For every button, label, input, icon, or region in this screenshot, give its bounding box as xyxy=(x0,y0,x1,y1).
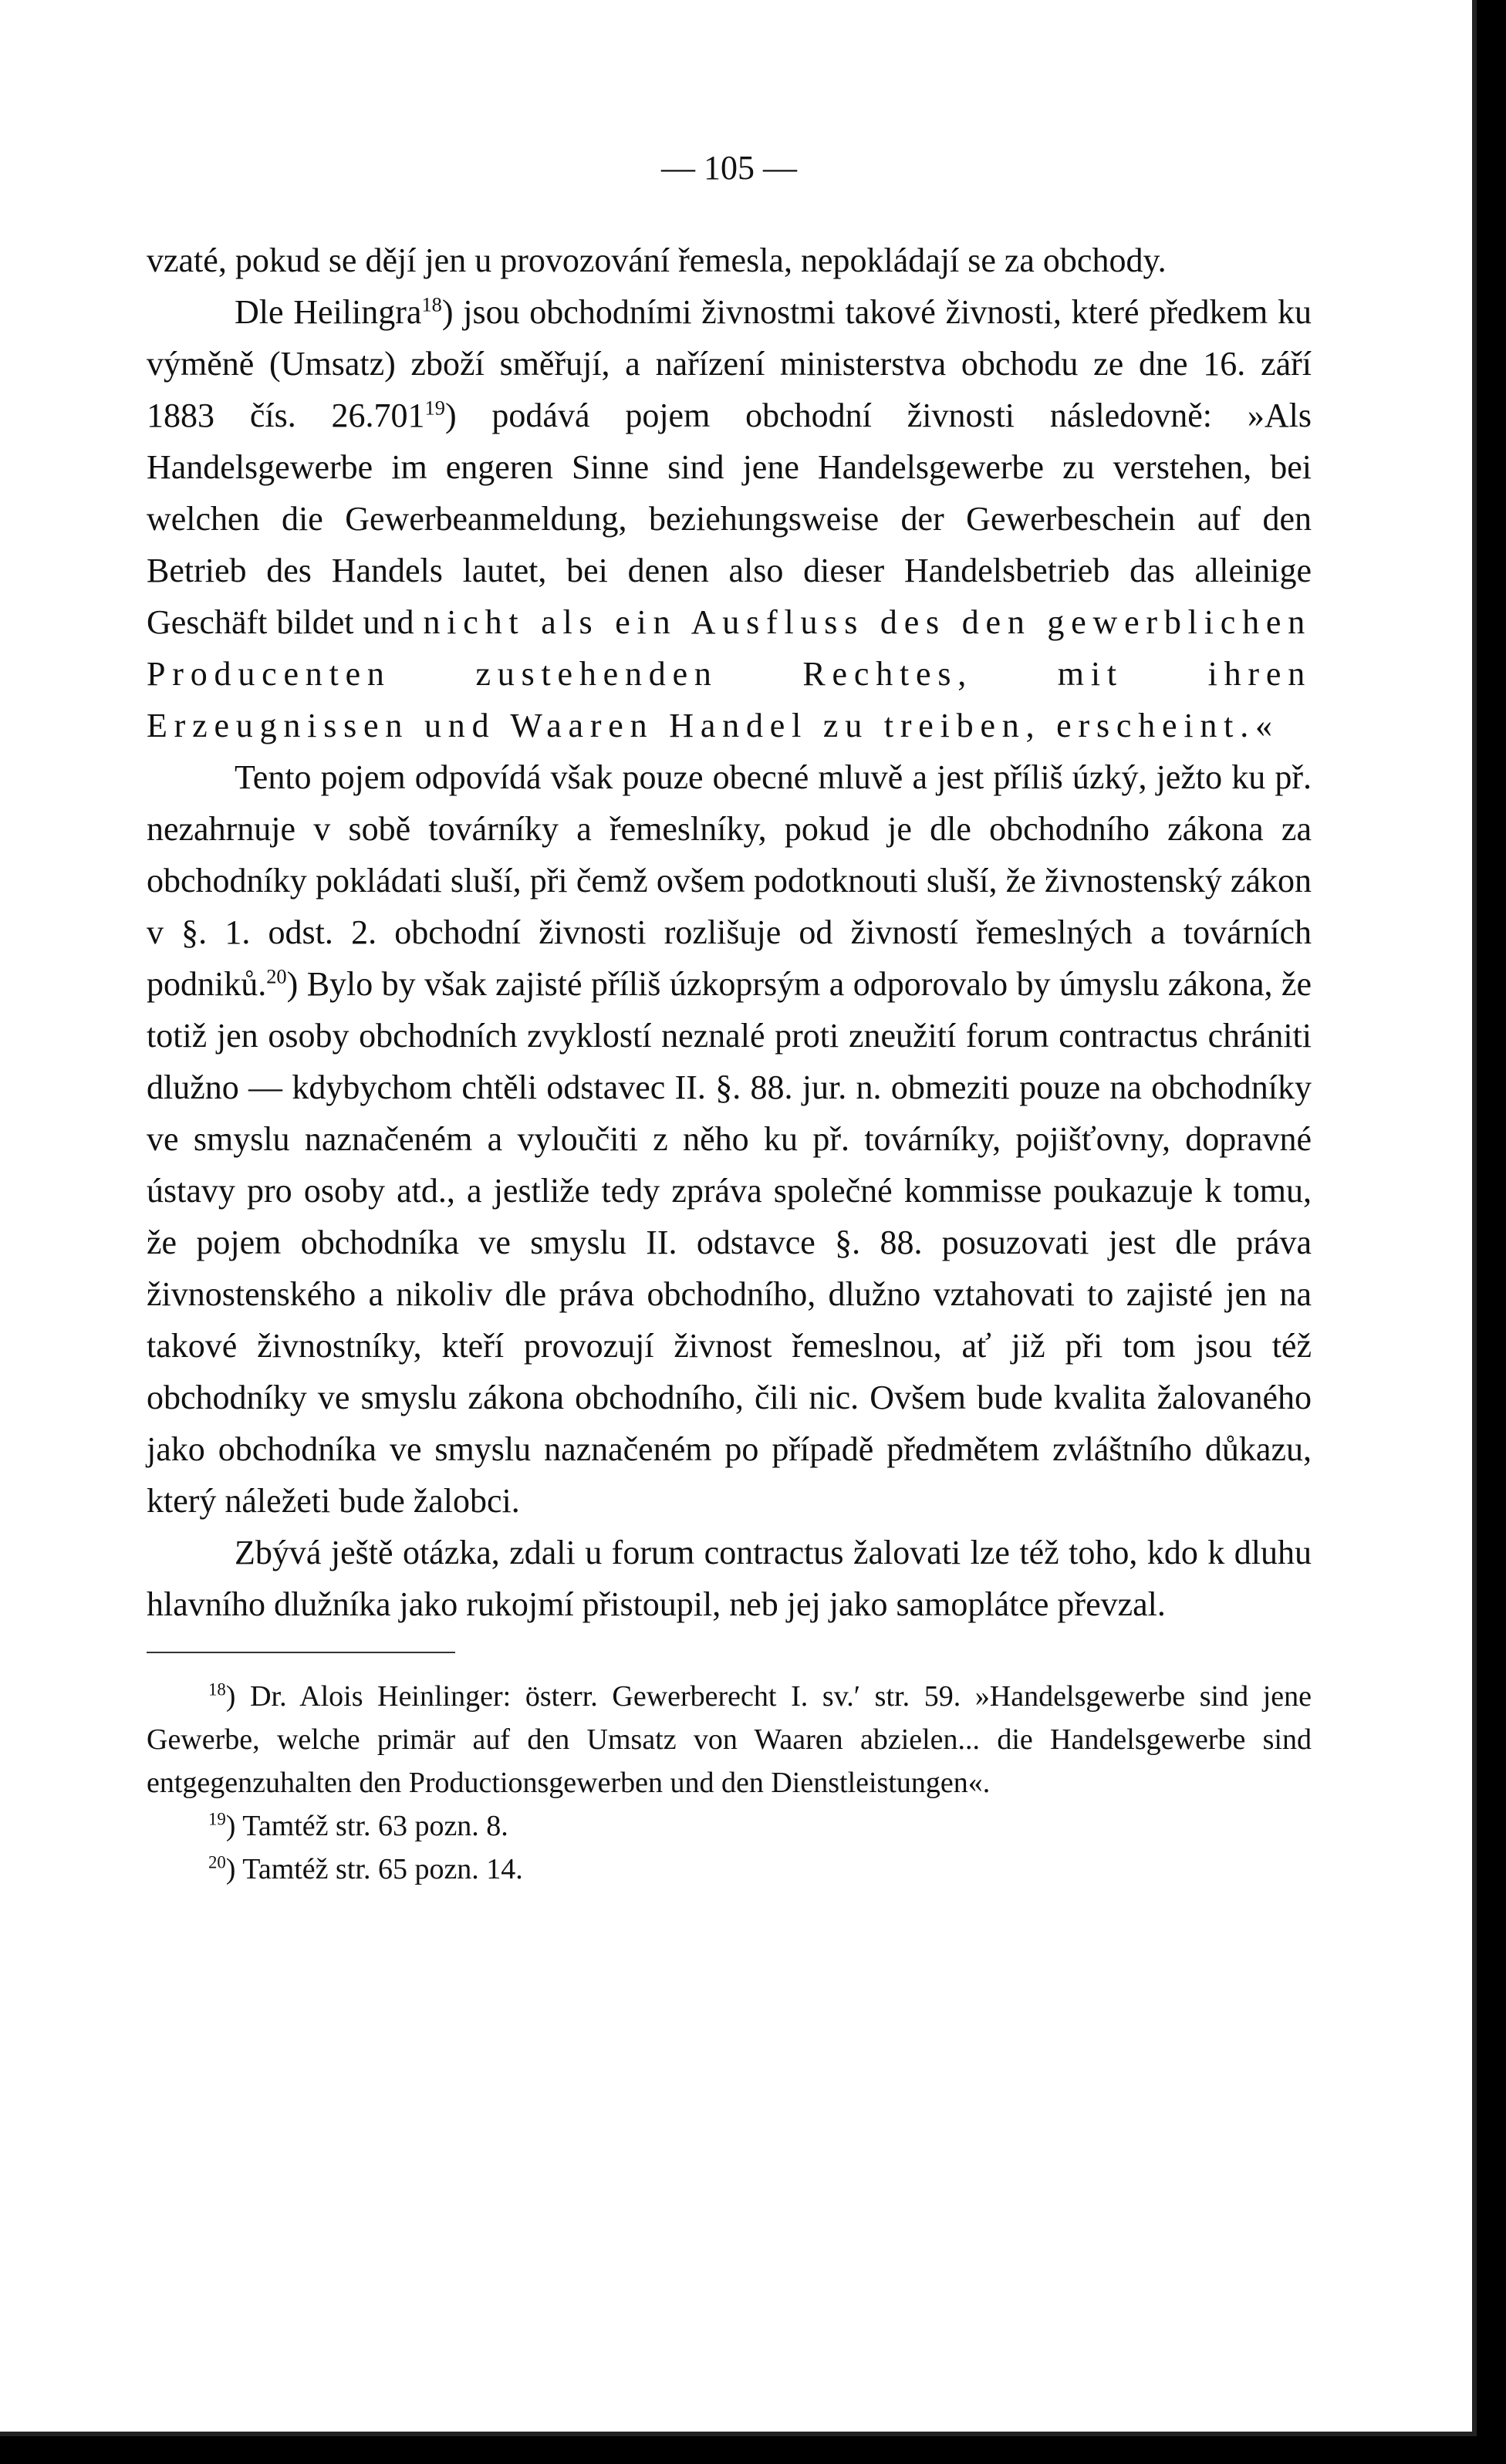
footnote-text: ) Tamtéž str. 63 pozn. 8. xyxy=(225,1810,508,1842)
paragraph-2-spaced-emphasis: nicht als ein Ausfluss des den gewerblichen Producenten zustehenden Rechtes, mit ihren Erzeugnissen und Waaren Handel zu treiben, erscheint. xyxy=(147,603,1312,744)
footnote-text: ) Dr. Alois Heinlinger: österr. Gewerberecht I. sv.ʹ str. 59. »Handelsgewerbe sind jene Gewerbe, welche primär auf den Umsatz von Waaren abzielen... die Handelsgewerbe sind entgegenzuhalten den Productionsgewerben und den Dienstleistungen«. xyxy=(147,1680,1312,1799)
footnote-divider xyxy=(147,1652,455,1653)
footnote-ref-18: 18 xyxy=(421,292,442,316)
paragraph-2-text-c: ) podává pojem obchodní živnosti následovně: »Als Handelsgewerbe im engeren Sinne sind jene Handelsgewerbe zu verstehen, bei welchen die Gewerbeanmeldung, beziehungsweise der Gewerbeschein auf den Betrieb des Handels lautet, bei denen also dieser Handelsbetrieb das alleinige Geschäft bildet und xyxy=(147,397,1312,641)
footnote-number: 19 xyxy=(208,1809,226,1829)
body-text xyxy=(147,235,1312,1630)
footnotes xyxy=(147,1675,1312,1891)
footnote-number: 20 xyxy=(208,1852,226,1872)
footnote-ref-20: 20 xyxy=(266,964,287,988)
paragraph-3-text-b: ) Bylo by však zajisté příliš úzkoprsým a odporovalo by úmyslu zákona, že totiž jen osoby obchodních zvyklostí neznalé proti zneužití forum contractus chrániti dlužno — kdybychom chtěli odstavec II. §. 88. jur. n. obmeziti pouze na obchodníky ve smyslu naznačeném a vyloučiti z něho ku př. továrníky, pojišťovny, dopravné ústavy pro osoby atd., a jestliže tedy zpráva společné kommisse poukazuje k tomu, že pojem obchodníka ve smyslu II. odstavce §. 88. posuzovati jest dle práva živnostenského a nikoliv dle práva obchodního, dlužno vztahovati to zajisté jen na takové živnostníky, kteří provozují živnost řemeslnou, ať již při tom jsou též obchodníky ve smyslu zákona obchodního, čili nic. Ovšem bude kvalita žalovaného jako obchodníka ve smyslu naznačeném po případě předmětem zvláštního důkazu, který náležeti bude žalobci. xyxy=(147,965,1312,1520)
footnote-number: 18 xyxy=(208,1679,226,1699)
page-number: — 105 — xyxy=(661,149,797,187)
paragraph-1: vzaté, pokud se dějí jen u provozování řemesla, nepokládají se za obchody. xyxy=(147,241,1167,279)
paragraph-3 xyxy=(147,751,1312,1527)
paragraph-2-text-a: Dle Heilingra xyxy=(235,293,422,331)
paragraph-2 xyxy=(147,286,1312,751)
paragraph-2-text-b: ) jsou obchodními živnostmi takové živnosti, které předkem ku výměně (Umsatz) zboží směřují, a nařízení ministerstva obchodu ze dne 16. září 1883 čís. 26.701 xyxy=(147,293,1312,434)
footnote-text: ) Tamtéž str. 65 pozn. 14. xyxy=(225,1853,523,1885)
footnote-18 xyxy=(147,1675,1312,1804)
paragraph-2-quote-end: « xyxy=(1255,707,1272,744)
paragraph-3-text-a: Tento pojem odpovídá však pouze obecné mluvě a jest příliš úzký, ježto ku př. nezahrnuje v sobě továrníky a řemeslníky, pokud je dle obchodního zákona za obchodníky pokládati sluší, při čemž ovšem podotknouti sluší, že živnostenský zákon v §. 1. odst. 2. obchodní živnosti rozlišuje od živností řemeslných a továrních podniků. xyxy=(147,758,1312,1003)
footnote-19 xyxy=(147,1804,1312,1848)
footnote-20 xyxy=(147,1848,1312,1891)
page-content xyxy=(147,147,1312,1891)
paragraph-4: Zbývá ještě otázka, zdali u forum contractus žalovati lze též toho, kdo k dluhu hlavního dlužníka jako rukojmí přistoupil, neb jej jako samoplátce převzal. xyxy=(147,1534,1312,1623)
footnote-ref-19: 19 xyxy=(424,396,445,420)
